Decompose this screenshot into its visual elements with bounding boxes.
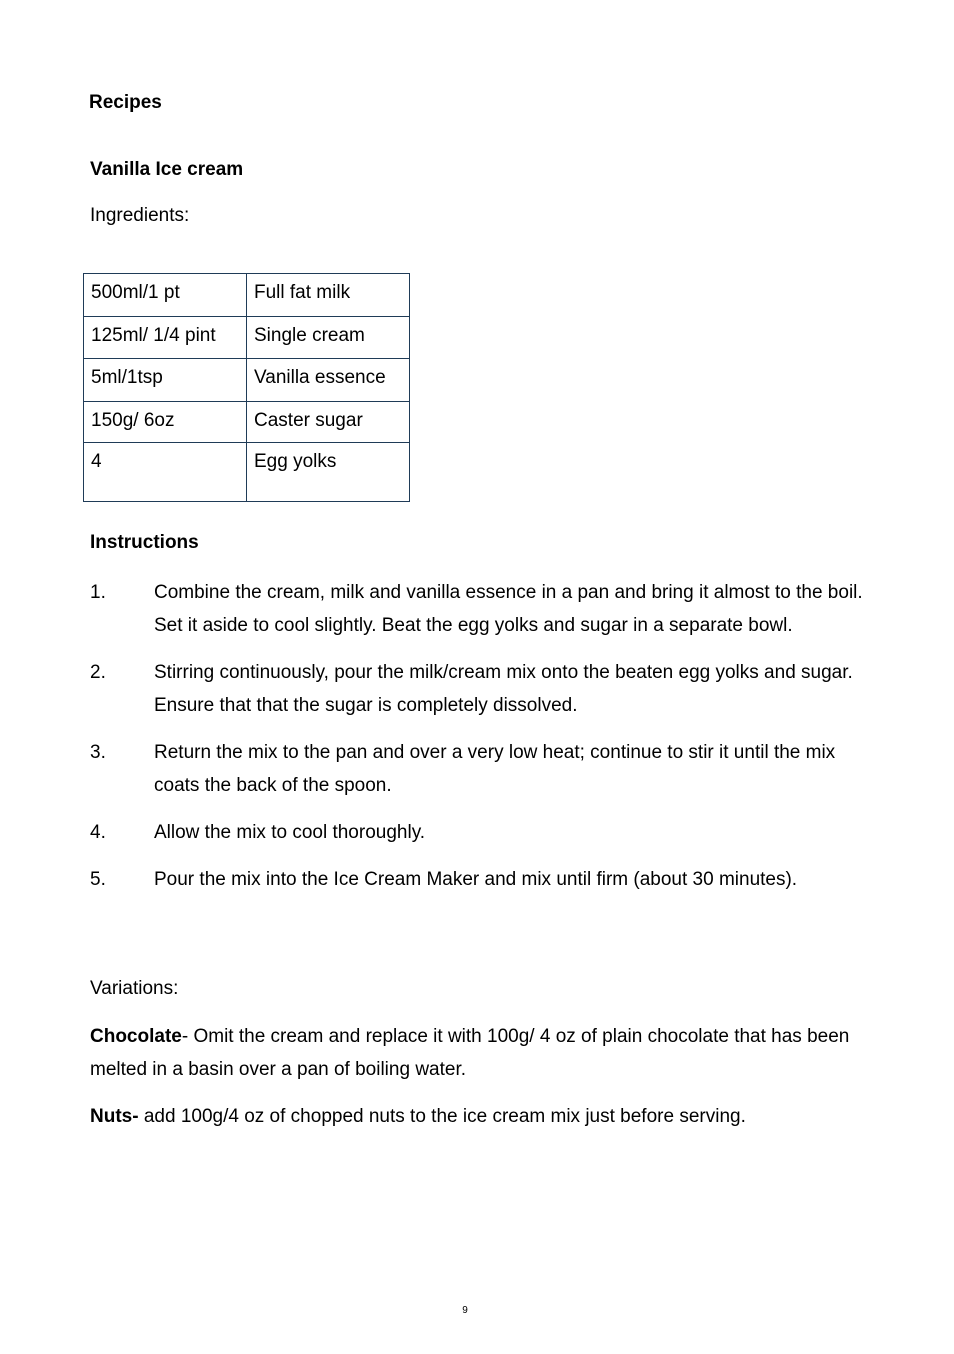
- variation-name: Nuts-: [90, 1106, 139, 1127]
- step-number: 3.: [90, 742, 106, 763]
- step-number: 5.: [90, 869, 106, 890]
- variations-label: Variations:: [90, 978, 179, 999]
- variation-name: Chocolate: [90, 1026, 182, 1047]
- instruction-step: [90, 736, 870, 802]
- ingredient-row: [84, 274, 410, 317]
- step-number: 4.: [90, 822, 106, 843]
- instruction-step: [90, 816, 870, 849]
- ingredient-row: [84, 402, 410, 443]
- page-number: 9: [462, 1305, 468, 1316]
- instruction-step: [90, 576, 870, 642]
- step-text: Allow the mix to cool thoroughly.: [154, 822, 426, 843]
- ingredient-name: Single cream: [247, 317, 410, 359]
- ingredient-name: Full fat milk: [247, 274, 410, 317]
- ingredient-row: [84, 359, 410, 402]
- step-number: 1.: [90, 582, 106, 603]
- section-title: Recipes: [89, 92, 162, 113]
- ingredient-row: [84, 443, 410, 502]
- variation-text: add 100g/4 oz of chopped nuts to the ice cream mix just before serving.: [138, 1106, 746, 1127]
- step-text: Stirring continuously, pour the milk/cream mix onto the beaten egg yolks and sugar. Ensure that that the sugar is completely dissolved.: [154, 662, 853, 716]
- variation-text: - Omit the cream and replace it with 100g/ 4 oz of plain chocolate that has been melted in a basin over a pan of boiling water.: [90, 1026, 850, 1080]
- ingredient-name: Caster sugar: [247, 402, 410, 443]
- step-text: Pour the mix into the Ice Cream Maker and mix until firm (about 30 minutes).: [154, 869, 798, 890]
- ingredient-quantity: 150g/ 6oz: [84, 402, 247, 443]
- ingredient-name: Egg yolks: [247, 443, 410, 502]
- recipe-title: Vanilla Ice cream: [90, 159, 244, 180]
- ingredient-quantity: 5ml/1tsp: [84, 359, 247, 402]
- step-number: 2.: [90, 662, 106, 683]
- ingredient-name: Vanilla essence: [247, 359, 410, 402]
- instruction-step: [90, 863, 870, 896]
- ingredients-label: Ingredients:: [90, 205, 190, 226]
- ingredient-quantity: 4: [84, 443, 247, 502]
- instruction-list: [90, 576, 870, 910]
- ingredient-quantity: 125ml/ 1/4 pint: [84, 317, 247, 359]
- instruction-step: [90, 656, 870, 722]
- instructions-title: Instructions: [90, 532, 199, 553]
- variation-chocolate: [90, 1020, 860, 1086]
- step-text: Return the mix to the pan and over a very low heat; continue to stir it until the mix coats the back of the spoon.: [154, 742, 836, 796]
- variation-nuts: [90, 1100, 860, 1133]
- ingredient-row: [84, 317, 410, 359]
- ingredients-table: [83, 273, 410, 502]
- step-text: Combine the cream, milk and vanilla essence in a pan and bring it almost to the boil. Set it aside to cool slightly. Beat the egg yolks and sugar in a separate bowl.: [154, 582, 863, 636]
- ingredient-quantity: 500ml/1 pt: [84, 274, 247, 317]
